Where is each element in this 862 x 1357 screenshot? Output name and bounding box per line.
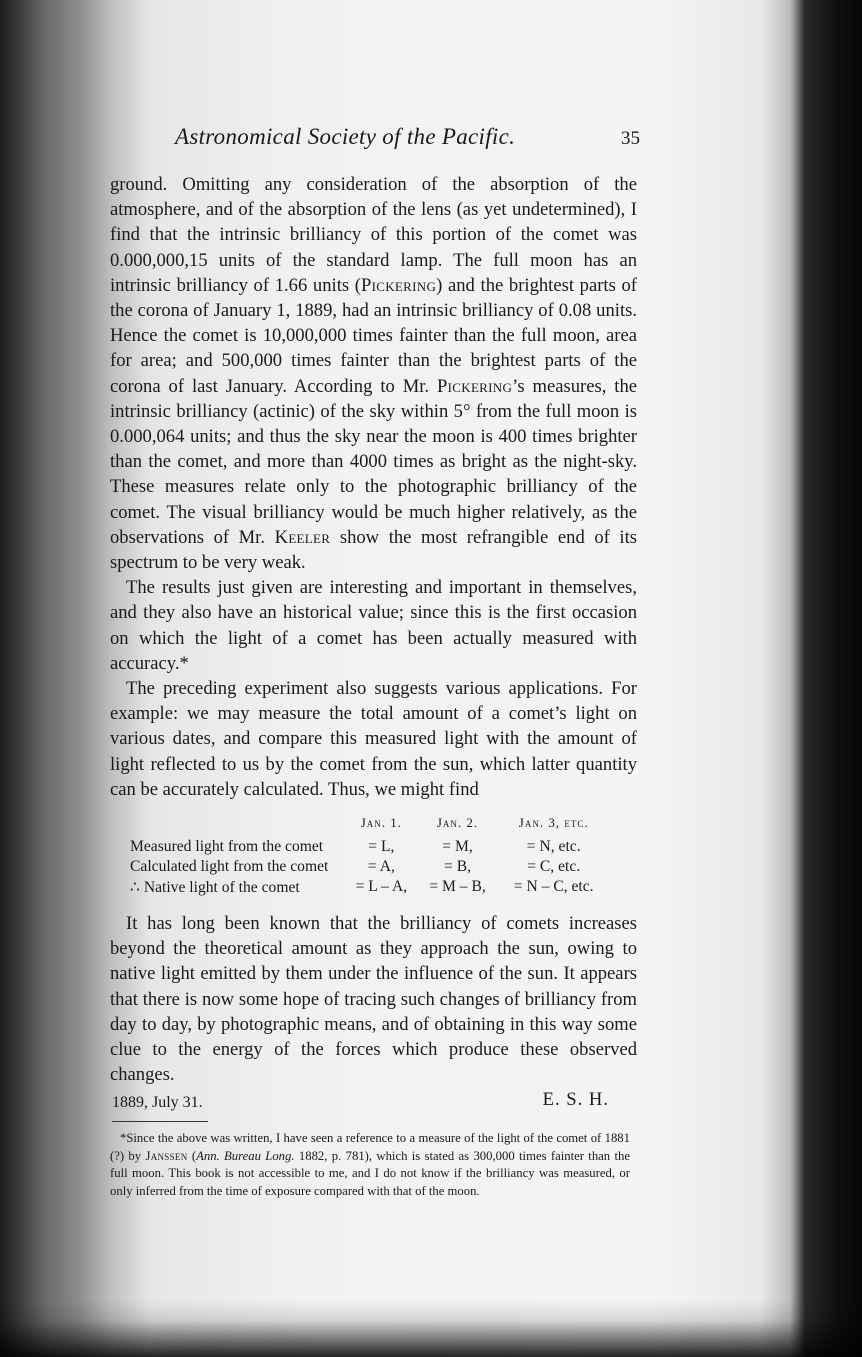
paragraph-1-text-a: ground. Omitting any consideration of the absorption of the atmosphere, and of the absorption of the lens (as yet undetermined), I find that the intrinsic brilliancy of this portion of the comet was 0.000,000,15 units of the standard lamp. The full moon has an intrinsic brilliancy of 1.66 units (	[110, 174, 637, 296]
table-cell: = L,	[368, 838, 395, 855]
table-cell: = M,	[442, 838, 473, 855]
dateline: 1889, July 31.	[112, 1094, 203, 1111]
footnote-text-b: (	[187, 1148, 197, 1163]
footnote-text	[110, 1130, 630, 1200]
footnote	[110, 1130, 630, 1200]
name-keeler: Keeler	[274, 526, 331, 548]
paragraph-1	[110, 172, 637, 575]
table-row	[130, 877, 610, 897]
name-pickering-2: Pickering	[437, 375, 513, 397]
table-header-row	[130, 814, 610, 837]
paragraph-2: The results just given are interesting and important in themselves, and they also have an historical value; since this is the first occasion on which the light of a comet has been actually measured with accuracy.*	[110, 577, 637, 674]
page-number: 35	[621, 128, 640, 149]
table-cell: = L – A,	[355, 878, 408, 895]
row-label: ∴ Native light of the comet	[130, 878, 300, 896]
table-cell: = A,	[367, 858, 395, 875]
paragraph-1-text-c: ’s measures, the intrinsic brilliancy (actinic) of the sky within 5° from the full moon is 0.000,064 units; and thus the sky near the moon is 400 times brighter than the comet, and more than 4000 times as bright as the night-sky. These measures relate only to the photographic brilliancy of the comet. The visual brilliancy would be much higher relatively, as the observations of Mr.	[110, 375, 637, 548]
table-cell: = M – B,	[429, 878, 486, 895]
name-janssen: Janssen	[145, 1148, 188, 1163]
row-label: Calculated light from the comet	[130, 858, 329, 875]
light-table	[130, 814, 610, 897]
table-header-empty	[130, 814, 345, 837]
row-label: Measured light from the comet	[130, 838, 324, 855]
table-cell: = C, etc.	[527, 858, 581, 875]
footnote-divider	[112, 1121, 208, 1122]
footnote-text-a: *Since the above was written, I have seen a reference to a measure of the light of the comet of 1881 (?) by	[110, 1131, 630, 1163]
paragraph-3: The preceding experiment also suggests various applications. For example: we may measure the total amount of a comet’s light on various dates, and compare this measured light with the amount of light reflected to us by the comet from the sun, which latter quantity can be accurately calculated. Thus, we might find	[110, 678, 637, 800]
author-signature: E. S. H.	[542, 1089, 609, 1111]
table-cell: = N, etc.	[526, 838, 581, 855]
page-header	[175, 124, 640, 156]
name-pickering: Pickering	[360, 274, 437, 296]
paragraph-1-text-b: ) and the brightest parts of the corona of January 1, 1889, had an intrinsic brilliancy of 0.08 units. Hence the comet is 10,000,000 times fainter than the full moon, area for area; and 500,000 times fainter than the brightest parts of the corona of last January. According to Mr.	[110, 274, 637, 397]
table-cell: = N – C, etc.	[513, 878, 594, 895]
paragraph-4-text: It has long been known that the brilliancy of comets increases beyond the theoretical amount as they approach the sun, owing to native light emitted by them under the influence of the sun. It appears that there is now some hope of tracing such changes of brilliancy from day to day, by photographic means, and of obtaining in this way some clue to the energy of the forces which produce these observed changes.	[110, 913, 637, 1086]
footnote-text-c: 1882, p. 781), which is stated as 300,000 times fainter than the full moon. This book is not accessible to me, and I do not know if the brilliancy was measured, or only inferred from the time of exposure compared with that of the moon.	[110, 1148, 630, 1198]
body-text	[110, 172, 637, 802]
paragraph-1-text-d: show the most refrangible end of its spectrum to be very weak.	[110, 526, 637, 574]
paragraph-4	[110, 911, 637, 1087]
table-row	[130, 837, 610, 857]
table-header-jan2: Jan. 2.	[436, 815, 479, 830]
scan-bottom-shadow	[0, 1300, 862, 1357]
footnote-citation: Ann. Bureau Long.	[196, 1148, 295, 1163]
table-header-jan1: Jan. 1.	[360, 815, 403, 830]
table-header-jan3: Jan. 3, etc.	[518, 815, 589, 830]
table-row	[130, 857, 610, 877]
table-cell: = B,	[444, 858, 472, 875]
running-title: Astronomical Society of the Pacific.	[175, 124, 516, 149]
